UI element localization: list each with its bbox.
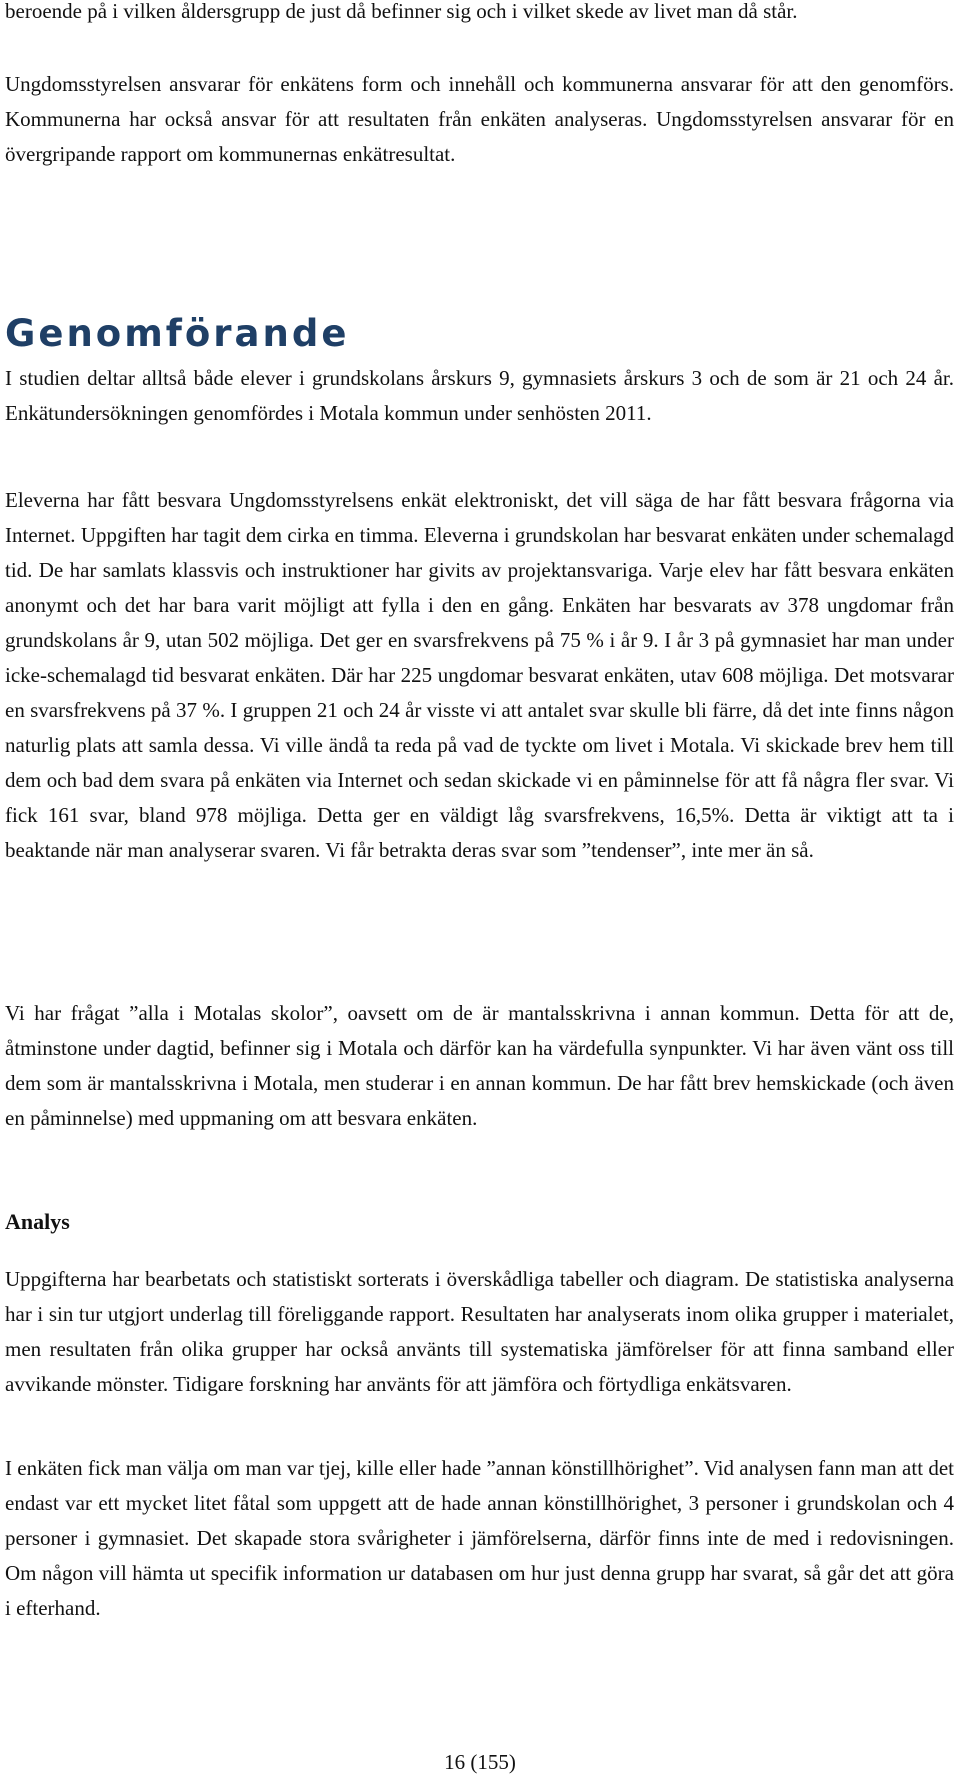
paragraph-analysis: Uppgifterna har bearbetats och statistiskt sorterats i överskådliga tabeller och diagram. De statistiska analyserna har i sin tur utgjort underlag till föreliggande rapport. Resultaten har analyserats inom olika grupper i materialet, men resultaten från olika grupper har också använts till systematiska jämförelser för att finna samband eller avvikande mönster. Tidigare forskning har använts för att jämföra och förtydliga enkätsvaren. xyxy=(5,1267,954,1396)
paragraph-intro-continuation: beroende på i vilken åldersgrupp de just då befinner sig och i vilket skede av livet man då står. xyxy=(5,0,798,23)
page-number: 16 (155) xyxy=(444,1750,516,1774)
paragraph-all-schools: Vi har frågat ”alla i Motalas skolor”, oavsett om de är mantalsskrivna i annan kommun. Detta för att de, åtminstone under dagtid, befinner sig i Motala och därför kan ha värdefulla synpunkter. Vi har även vänt oss till dem som är mantalsskrivna i Motala, men studerar i en annan kommun. De har fått brev hemskickade (och även en påminnelse) med uppmaning om att besvara enkäten. xyxy=(5,1001,954,1130)
paragraph-responsibility: Ungdomsstyrelsen ansvarar för enkätens form och innehåll och kommunerna ansvarar för att den genomförs. Kommunerna har också ansvar för att resultaten från enkäten analyseras. Ungdomsstyrelsen ansvarar för en övergripande rapport om kommunernas enkätresultat. xyxy=(5,72,954,166)
paragraph-survey-method: Eleverna har fått besvara Ungdomsstyrelsens enkät elektroniskt, det vill säga de har fått besvara frågorna via Internet. Uppgiften har tagit dem cirka en timma. Eleverna i grundskolan har besvarat enkäten under schemalagd tid. De har samlats klassvis och instruktioner har givits av projektansvariga. Varje elev har fått besvara enkäten anonymt och det har bara varit möjligt att fylla i den en gång. Enkäten har besvarats av 378 ungdomar från grundskolans år 9, utan 502 möjliga. Det ger en svarsfrekvens på 75 % i år 9. I år 3 på gymnasiet har man under icke-schemalagd tid besvarat enkäten. Där har 225 ungdomar besvarat enkäten, utav 608 möjliga. Det motsvarar en svarsfrekvens på 37 %. I gruppen 21 och 24 år visste vi att antalet svar skulle bli färre, då det inte finns någon naturlig plats att samla dessa. Vi ville ändå ta reda på vad de tyckte om livet i Motala. Vi skickade brev hem till dem och bad dem svara på enkäten via Internet och sedan skickade vi en påminnelse för att få några fler svar. Vi fick 161 svar, bland 978 möjliga. Detta ger en väldigt låg svarsfrekvens, 16,5%. Detta är viktigt att ta i beaktande när man analyserar svaren. Vi får betrakta deras svar som ”tendenser”, inte mer än så. xyxy=(5,488,954,862)
paragraph-gender: I enkäten fick man välja om man var tjej, kille eller hade ”annan könstillhörighet”. Vid analysen fann man att det endast var ett mycket litet fåtal som uppgett att de hade annan könstillhörighet, 3 personer i grundskolan och 4 personer i gymnasiet. Det skapade stora svårigheter i jämförelserna, därför finns inte de med i redovisningen. Om någon vill hämta ut specifik information ur databasen om hur just denna grupp har svarat, så går det att göra i efterhand. xyxy=(5,1456,954,1620)
paragraph-study-participants: I studien deltar alltså både elever i grundskolans årskurs 9, gymnasiets årskurs 3 och de som är 21 och 24 år. Enkätundersökningen genomfördes i Motala kommun under senhösten 2011. xyxy=(5,366,954,425)
section-heading-analys: Analys xyxy=(5,1209,70,1234)
section-heading-genomforande: Genomförande xyxy=(5,312,350,355)
